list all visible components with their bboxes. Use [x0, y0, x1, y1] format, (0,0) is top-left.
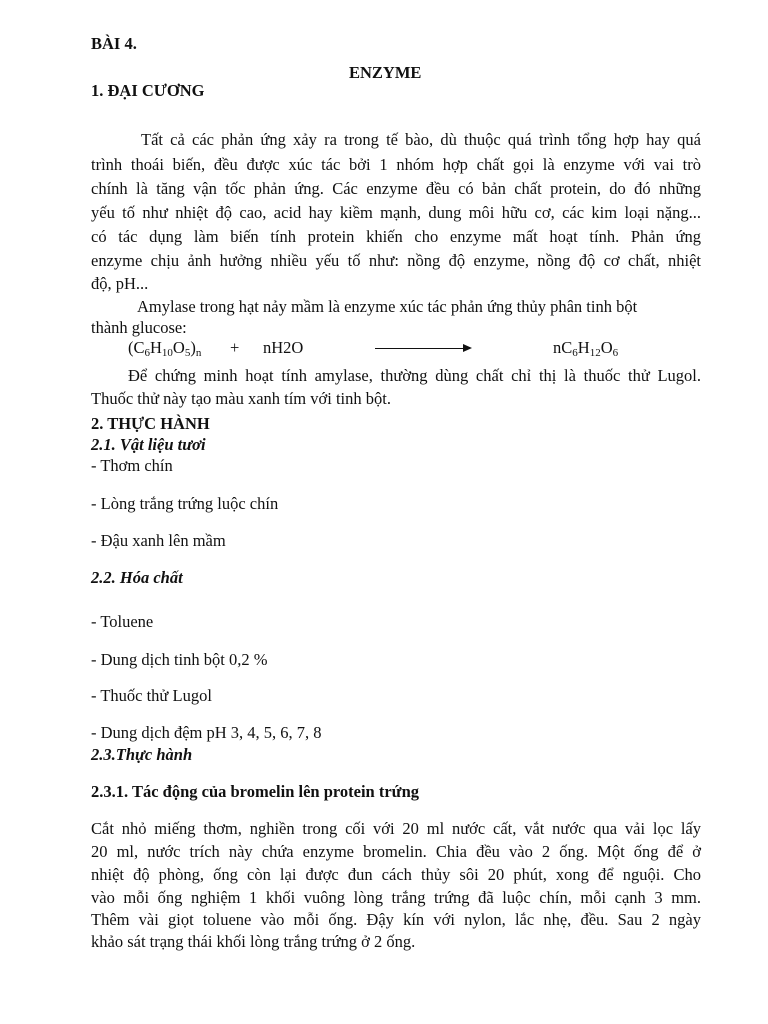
paragraph-line: Để chứng minh hoạt tính amylase, thường dùng chất chỉ thị là thuốc thử Lugol.: [128, 366, 701, 385]
paragraph-line: vào mỗi ống nghiệm 1 khối vuông lòng trắng trứng đã luộc chín, mỗi cạnh 3 mm.: [91, 888, 701, 907]
list-item: - Đậu xanh lên mầm: [91, 531, 226, 550]
subsection-2-2-heading: 2.2. Hóa chất: [91, 568, 183, 587]
paragraph-line: yếu tố như nhiệt độ cao, acid hay kiềm mạnh, dung môi hữu cơ, các kim loại nặng...: [91, 203, 701, 222]
list-item: - Thuốc thử Lugol: [91, 686, 212, 705]
list-item: - Toluene: [91, 612, 154, 631]
paragraph-line: Thêm vài giọt toluene vào mỗi ống. Đậy kín với nylon, lắc nhẹ, đều. Sau 2 ngày: [91, 910, 701, 929]
paragraph-line: thành glucose:: [91, 318, 187, 337]
paragraph-line: Tất cả các phản ứng xảy ra trong tế bào, dù thuộc quá trình tổng hợp hay quá: [141, 130, 701, 149]
page-title: ENZYME: [349, 63, 422, 82]
plus-sign: +: [230, 338, 240, 357]
subsection-2-3-1-heading: 2.3.1. Tác động của bromelin lên protein trứng: [91, 782, 420, 801]
list-item: - Dung dịch đệm pH 3, 4, 5, 6, 7, 8: [91, 723, 322, 742]
list-item: - Dung dịch tinh bột 0,2 %: [91, 650, 268, 669]
section-1-heading: 1. ĐẠI CƯƠNG: [91, 81, 205, 100]
paragraph-line: 20 ml, nước trích này chứa enzyme bromelin. Chia đều vào 2 ống. Một ống để ở: [91, 842, 701, 861]
paragraph-line: enzyme chịu ảnh hưởng nhiều yếu tố như: nồng độ enzyme, nồng độ cơ chất, nhiệt: [91, 251, 701, 270]
starch-formula: $(C_6H_{10}O_5)_n$: [128, 338, 202, 359]
paragraph-line: Cắt nhỏ miếng thơm, nghiền trong cối với 20 ml nước cất, vắt nước qua vải lọc lấy: [91, 819, 701, 838]
reaction-arrow-icon: [375, 348, 470, 349]
list-item: - Thơm chín: [91, 456, 173, 475]
paragraph-line: chính là tăng vận tốc phản ứng. Các enzyme đều có bản chất protein, do đó những: [91, 179, 701, 198]
water-term: nH2O: [263, 338, 304, 357]
lesson-label: BÀI 4.: [91, 34, 137, 53]
paragraph-line: Amylase trong hạt nảy mầm là enzyme xúc tác phản ứng thủy phân tinh bột: [137, 297, 638, 316]
glucose-formula: $nC_6H_{12}O_6$: [553, 338, 619, 359]
paragraph-line: có tác dụng làm biến tính protein khiến cho enzyme mất hoạt tính. Phản ứng: [91, 227, 701, 246]
paragraph-line: khảo sát trạng thái khối lòng trắng trứng ở 2 ống.: [91, 932, 416, 951]
subsection-2-3-heading: 2.3.Thực hành: [91, 745, 193, 764]
paragraph-line: trình thoái biến, đều được xúc tác bởi 1 nhóm hợp chất gọi là enzyme với vai trò: [91, 155, 701, 174]
subsection-2-1-heading: 2.1. Vật liệu tươi: [91, 435, 206, 454]
paragraph-line: nhiệt độ phòng, ống còn lại được đun cách thủy sôi 20 phút, xong để nguội. Cho: [91, 865, 701, 884]
paragraph-line: độ, pH...: [91, 274, 149, 293]
list-item: - Lòng trắng trứng luộc chín: [91, 494, 279, 513]
paragraph-line: Thuốc thử này tạo màu xanh tím với tinh bột.: [91, 389, 391, 408]
section-2-heading: 2. THỰC HÀNH: [91, 414, 210, 433]
